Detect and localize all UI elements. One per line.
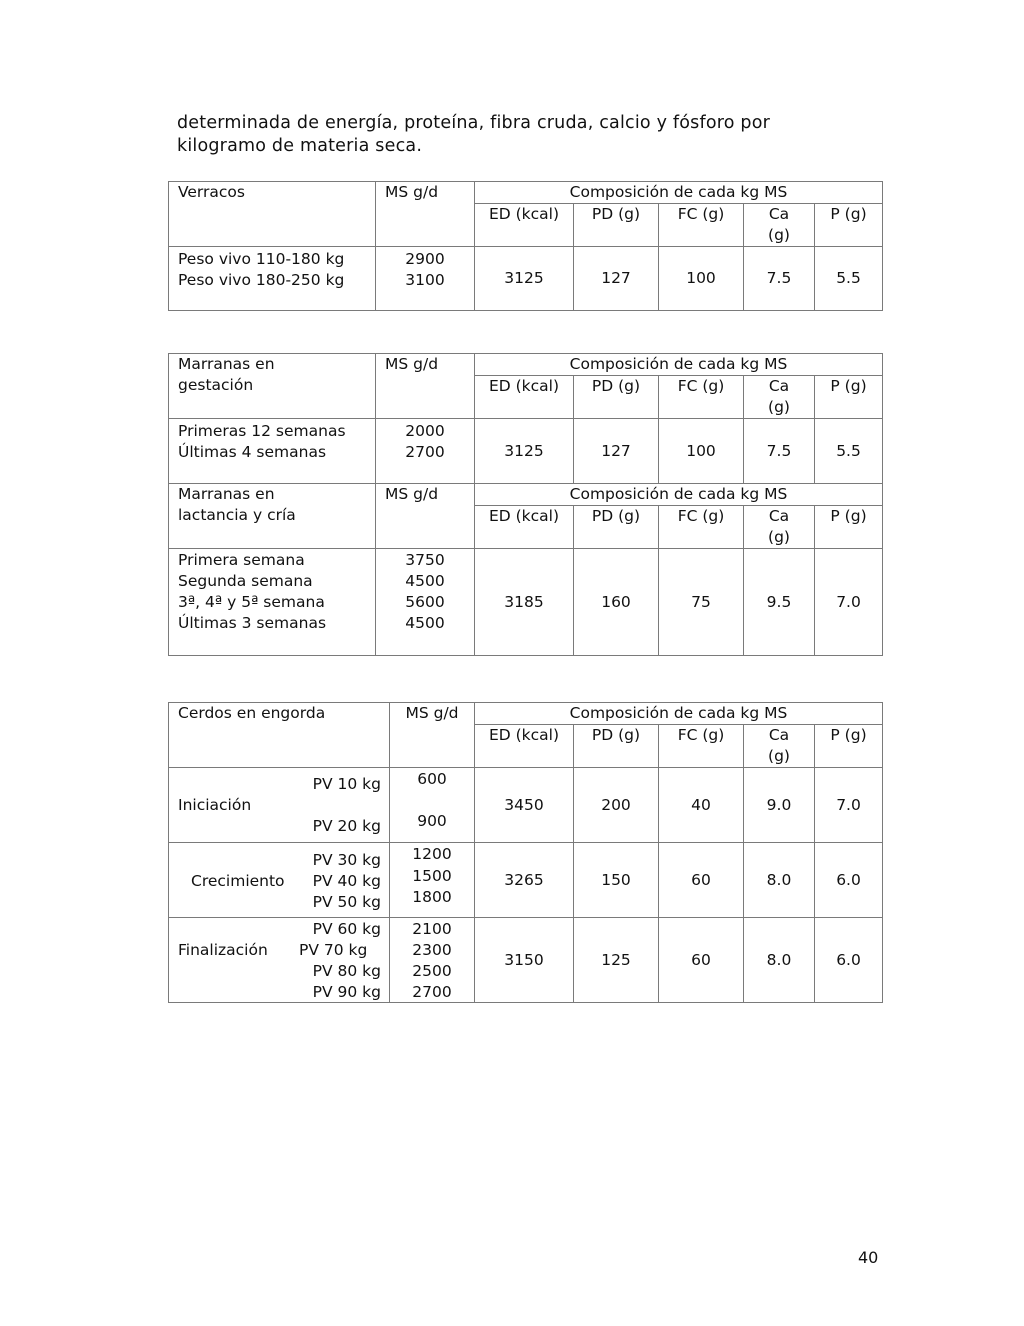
pd-value: 200: [574, 768, 659, 843]
gestacion-ms: [376, 419, 475, 484]
p-value: 5.5: [815, 247, 883, 311]
ms-value: 2300: [412, 941, 452, 959]
marranas-table: [168, 353, 883, 656]
ed-value: 3185: [475, 549, 574, 656]
p-value: 6.0: [815, 918, 883, 1003]
pv-label: PV 20 kg: [312, 817, 381, 835]
iniciacion-ms: [390, 768, 475, 843]
pd-value: 125: [574, 918, 659, 1003]
p-value: 6.0: [815, 843, 883, 918]
pv-label: PV 80 kg: [312, 962, 381, 980]
pd-header: PD (g): [574, 204, 659, 247]
gestacion-labels: [169, 419, 376, 484]
ca-header-line1: Ca: [768, 507, 790, 525]
intro-line-1: determinada de energía, proteína, fibra cruda, calcio y fósforo por: [177, 113, 771, 133]
ca-value: 9.0: [744, 768, 815, 843]
p-header: P (g): [815, 506, 883, 549]
row-label: Primeras 12 semanas: [178, 422, 346, 440]
ms-header: MS g/d: [376, 354, 475, 419]
verracos-labels: [169, 247, 376, 311]
page-number: 40: [858, 1248, 879, 1267]
ca-header: [744, 506, 815, 549]
lactancia-ms: [376, 549, 475, 656]
composition-header: Composición de cada kg MS: [475, 703, 883, 725]
pv-label: PV 40 kg: [312, 872, 381, 890]
ms-value: 1500: [412, 867, 452, 885]
p-value: 7.0: [815, 549, 883, 656]
lactancia-title: [169, 484, 376, 549]
ed-value: 3450: [475, 768, 574, 843]
fc-value: 75: [659, 549, 744, 656]
fc-header: FC (g): [659, 506, 744, 549]
ms-value: 2700: [412, 983, 452, 1001]
ms-header: MS g/d: [376, 484, 475, 549]
ms-value: 2000: [405, 422, 445, 440]
iniciacion-label: Iniciación: [178, 796, 252, 814]
ms-value: 2900: [405, 250, 445, 268]
ca-header-line2: (g): [768, 226, 790, 244]
ms-value: 2500: [412, 962, 452, 980]
pd-header: PD (g): [574, 725, 659, 768]
pv-label: PV 10 kg: [312, 775, 381, 793]
row-label: Primera semana: [178, 551, 305, 569]
fc-value: 60: [659, 918, 744, 1003]
ca-value: 8.0: [744, 843, 815, 918]
lactancia-title-line2: lactancia y cría: [178, 506, 296, 524]
fc-value: 40: [659, 768, 744, 843]
ca-header-line2: (g): [768, 528, 790, 546]
gestacion-title-line2: gestación: [178, 376, 254, 394]
pd-value: 160: [574, 549, 659, 656]
fc-header: FC (g): [659, 376, 744, 419]
fc-header: FC (g): [659, 204, 744, 247]
ms-value: 5600: [405, 593, 445, 611]
ca-header: [744, 204, 815, 247]
ms-value: 1200: [412, 845, 452, 863]
finalizacion-label: Finalización: [178, 941, 268, 959]
ed-header: ED (kcal): [475, 376, 574, 419]
ca-header-line1: Ca: [768, 205, 790, 223]
row-label: Segunda semana: [178, 572, 313, 590]
ed-header: ED (kcal): [475, 506, 574, 549]
ca-value: 9.5: [744, 549, 815, 656]
ms-header: MS g/d: [376, 182, 475, 247]
row-label: Peso vivo 110-180 kg: [178, 250, 345, 268]
pd-header: PD (g): [574, 376, 659, 419]
intro-line-2: kilogramo de materia seca.: [177, 136, 423, 156]
ed-value: 3125: [475, 247, 574, 311]
ed-header: ED (kcal): [475, 725, 574, 768]
pd-header: PD (g): [574, 506, 659, 549]
ed-value: 3265: [475, 843, 574, 918]
crecimiento-ms: [390, 843, 475, 918]
ms-value: 600: [417, 770, 447, 788]
ca-value: 7.5: [744, 247, 815, 311]
p-value: 7.0: [815, 768, 883, 843]
ed-header: ED (kcal): [475, 204, 574, 247]
ca-header-line1: Ca: [768, 726, 790, 744]
p-value: 5.5: [815, 419, 883, 484]
gestacion-title-line1: Marranas en: [178, 355, 275, 373]
row-label: Últimas 4 semanas: [178, 443, 327, 461]
ms-value: 3750: [405, 551, 445, 569]
pd-value: 150: [574, 843, 659, 918]
composition-header: Composición de cada kg MS: [475, 484, 883, 506]
ca-value: 7.5: [744, 419, 815, 484]
ca-header-line1: Ca: [768, 377, 790, 395]
finalizacion-cell: [169, 918, 390, 1003]
intro-paragraph: [177, 112, 877, 158]
ca-header-line2: (g): [768, 398, 790, 416]
crecimiento-cell: [169, 843, 390, 918]
pd-value: 127: [574, 247, 659, 311]
fc-header: FC (g): [659, 725, 744, 768]
ca-header-line2: (g): [768, 747, 790, 765]
pv-label: PV 30 kg: [312, 851, 381, 869]
engorda-table: [168, 702, 883, 1003]
engorda-title: Cerdos en engorda: [169, 703, 390, 768]
composition-header: Composición de cada kg MS: [475, 354, 883, 376]
pv-label: PV 70 kg: [299, 941, 368, 959]
p-header: P (g): [815, 725, 883, 768]
ed-value: 3125: [475, 419, 574, 484]
ca-header: [744, 376, 815, 419]
row-label: 3ª, 4ª y 5ª semana: [178, 593, 325, 611]
composition-header: Composición de cada kg MS: [475, 182, 883, 204]
pv-label: PV 50 kg: [312, 893, 381, 911]
ms-value: 4500: [405, 614, 445, 632]
ms-header: MS g/d: [390, 703, 475, 768]
verracos-ms: [376, 247, 475, 311]
p-header: P (g): [815, 204, 883, 247]
ms-value: 2100: [412, 920, 452, 938]
ms-value: 3100: [405, 271, 445, 289]
pd-value: 127: [574, 419, 659, 484]
gestacion-title: [169, 354, 376, 419]
crecimiento-label: Crecimiento: [191, 872, 285, 890]
ms-value: 4500: [405, 572, 445, 590]
lactancia-title-line1: Marranas en: [178, 485, 275, 503]
finalizacion-ms: [390, 918, 475, 1003]
ed-value: 3150: [475, 918, 574, 1003]
ca-value: 8.0: [744, 918, 815, 1003]
ms-value: 900: [417, 812, 447, 830]
verracos-table: [168, 181, 883, 311]
verracos-title: Verracos: [169, 182, 376, 247]
pv-label: PV 90 kg: [312, 983, 381, 1001]
fc-value: 60: [659, 843, 744, 918]
pv-label: PV 60 kg: [312, 920, 381, 938]
p-header: P (g): [815, 376, 883, 419]
fc-value: 100: [659, 247, 744, 311]
row-label: Peso vivo 180-250 kg: [178, 271, 345, 289]
fc-value: 100: [659, 419, 744, 484]
ms-value: 1800: [412, 888, 452, 906]
ms-value: 2700: [405, 443, 445, 461]
iniciacion-cell: [169, 768, 390, 843]
ca-header: [744, 725, 815, 768]
lactancia-labels: [169, 549, 376, 656]
row-label: Últimas 3 semanas: [178, 614, 327, 632]
